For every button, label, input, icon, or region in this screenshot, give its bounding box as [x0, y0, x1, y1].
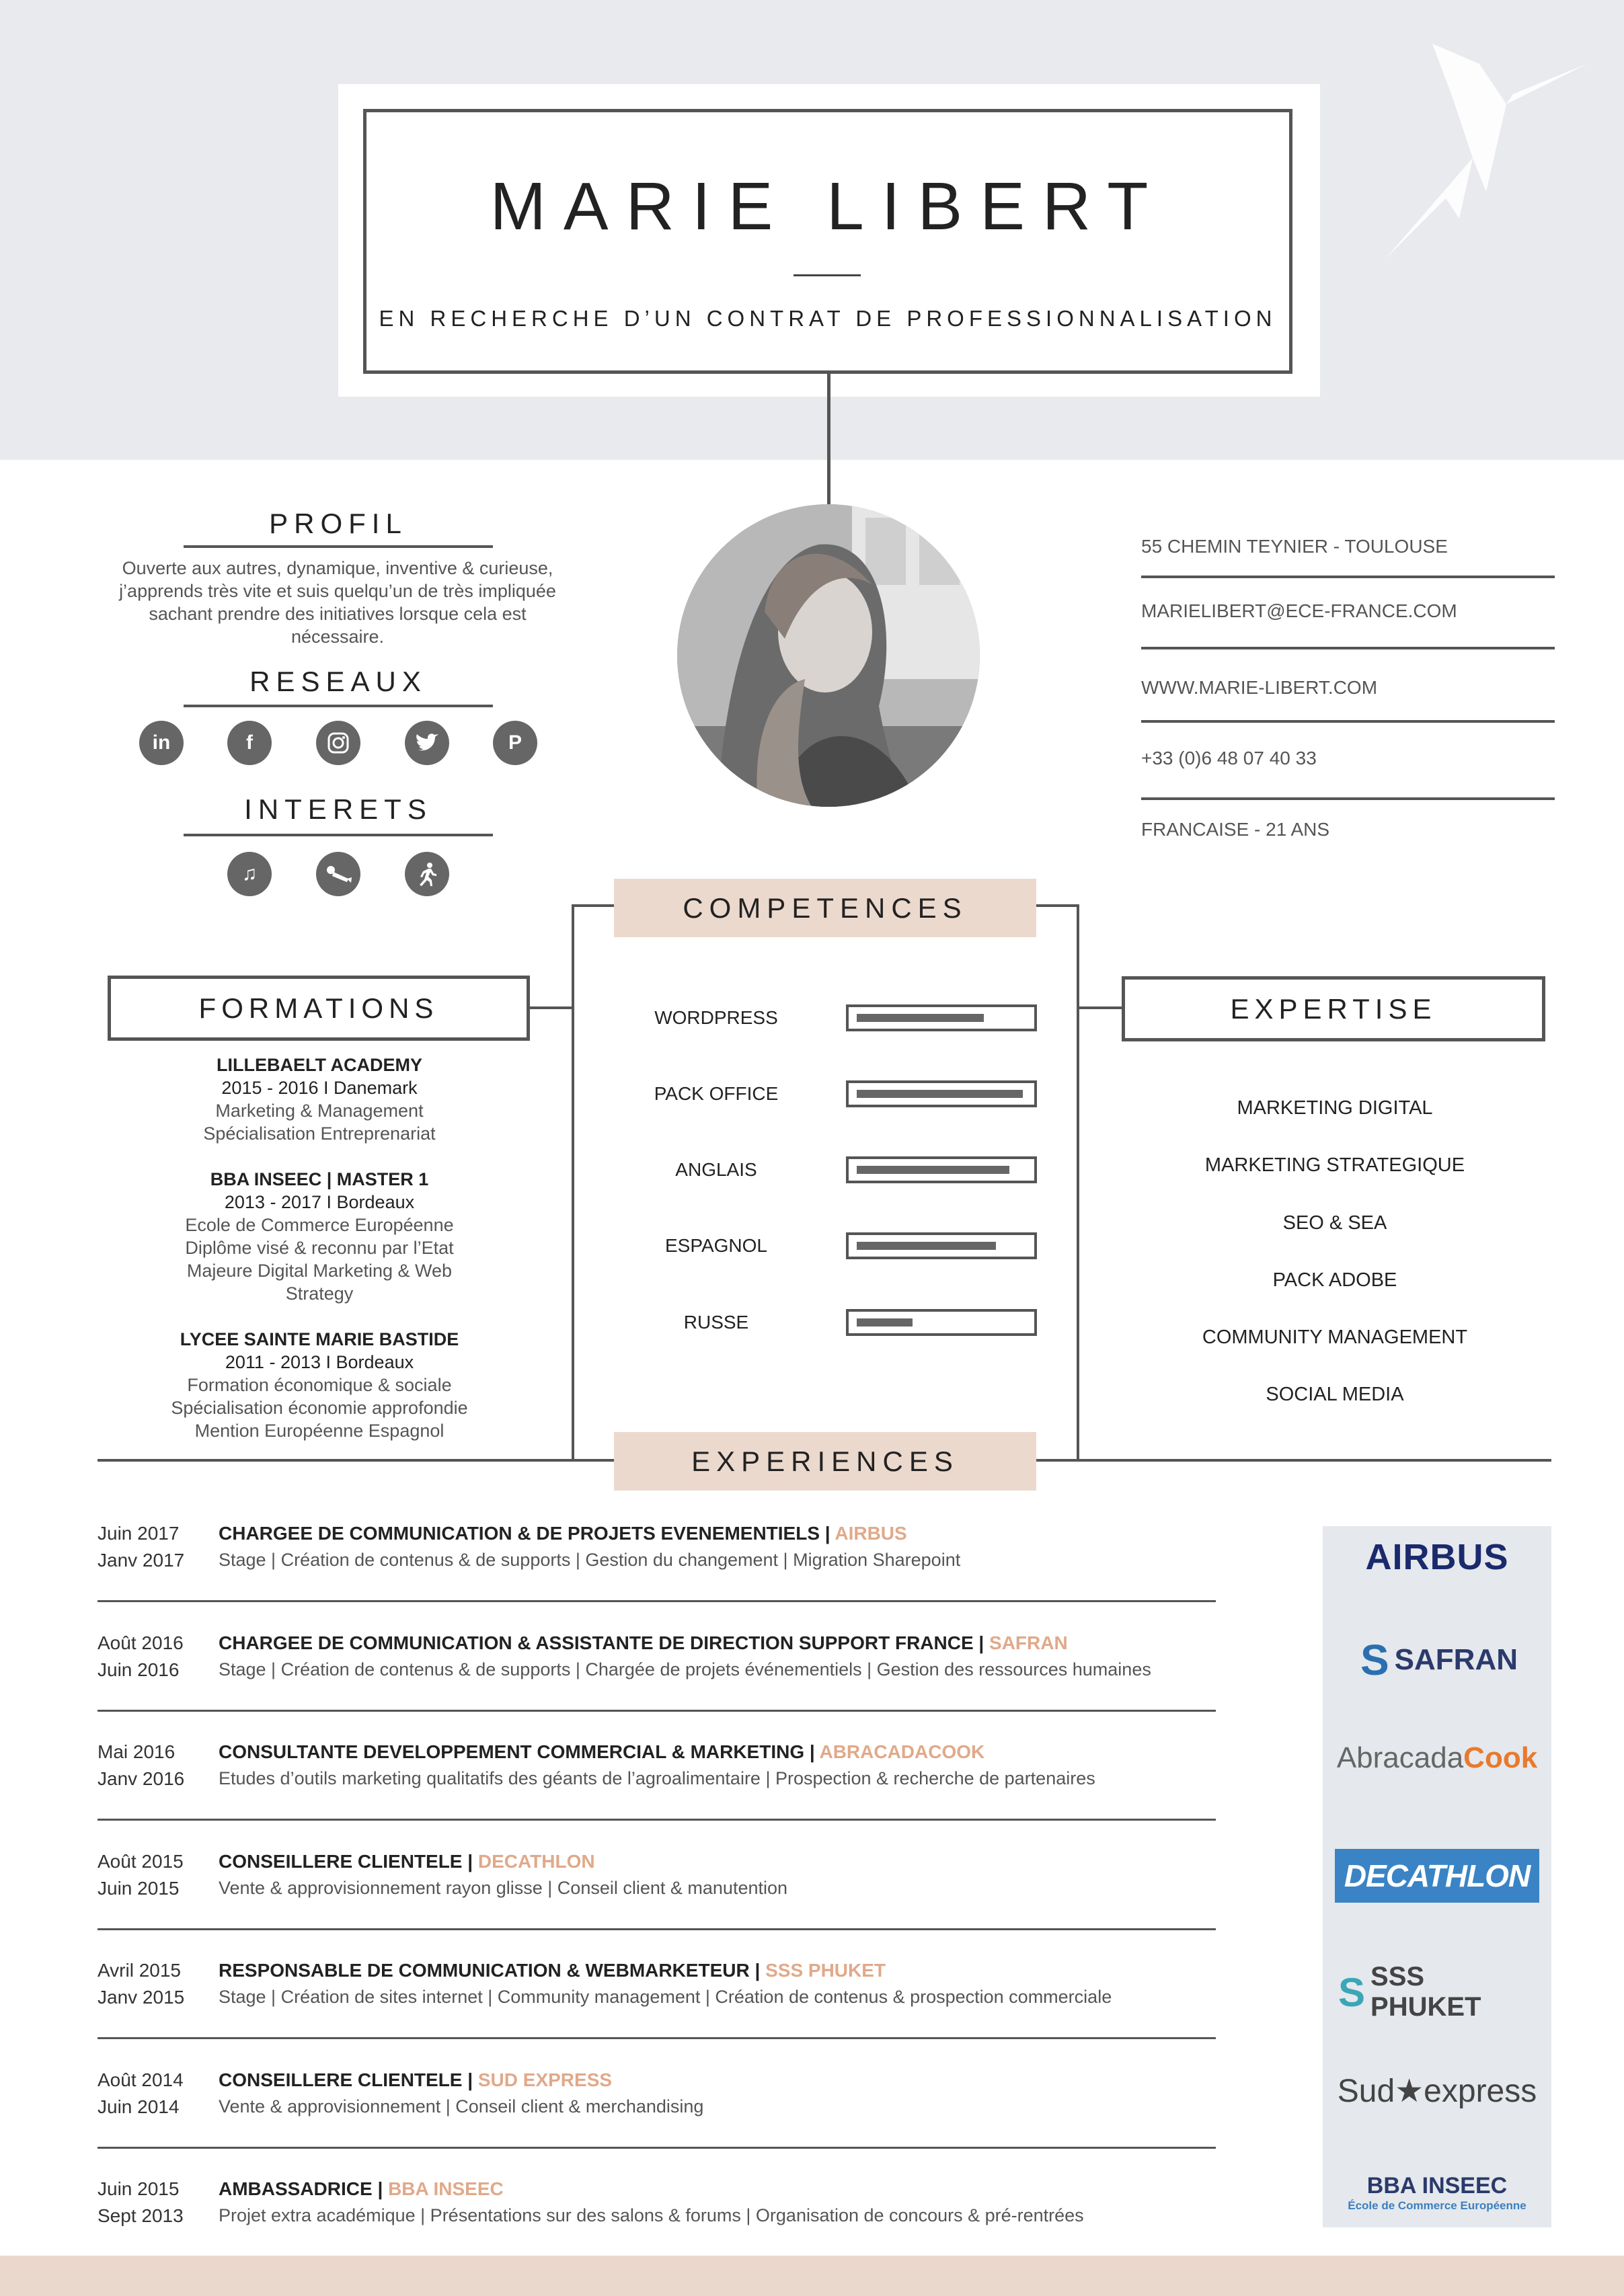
profile-photo: [677, 504, 980, 807]
contact-rule: [1141, 647, 1555, 649]
experience-company: DECATHLON: [477, 1851, 595, 1872]
expertise-item: MARKETING STRATEGIQUE: [1204, 1154, 1465, 1176]
formation-school: LYCEE SAINTE MARIE BASTIDE: [180, 1329, 459, 1349]
experience-end-date: Janv 2015: [98, 1987, 185, 2008]
experience-title: [219, 2069, 612, 2091]
twitter-icon[interactable]: [405, 721, 449, 765]
skill-bar: [846, 1232, 1037, 1259]
experience-role: CHARGEE DE COMMUNICATION & DE PROJETS EVENEMENTIELS |: [219, 1523, 835, 1544]
pinterest-icon[interactable]: P: [493, 721, 537, 765]
experience-divider: [98, 1819, 1216, 1821]
experience-end-date: Juin 2016: [98, 1659, 180, 1680]
experience-start-date: Août 2016: [98, 1632, 184, 1653]
formation-dates: 2013 - 2017 I Bordeaux: [224, 1192, 415, 1212]
formation-item: [108, 1054, 531, 1145]
experience-end-date: Juin 2015: [98, 1878, 180, 1899]
music-icon: ♫: [227, 852, 272, 896]
experience-divider: [98, 1710, 1216, 1712]
experience-start-date: Août 2015: [98, 1851, 184, 1872]
contact-rule: [1141, 720, 1555, 723]
skill-bar: [846, 1309, 1037, 1336]
experience-company: SAFRAN: [989, 1632, 1068, 1653]
experience-title: [219, 1523, 907, 1544]
experience-start-date: Avril 2015: [98, 1960, 182, 1981]
experience-end-date: Janv 2017: [98, 1550, 185, 1571]
experience-description: Projet extra académique | Présentations sur des salons & forums | Organisation de concours & pré-rentrées: [219, 2205, 1084, 2225]
experience-company: ABRACADACOOK: [819, 1741, 985, 1762]
expertise-item: COMMUNITY MANAGEMENT: [1202, 1327, 1468, 1348]
bba-wordmark: BBA INSEEC: [1366, 2173, 1508, 2199]
contact-website[interactable]: WWW.MARIE-LIBERT.COM: [1141, 677, 1378, 698]
experience-title: [219, 1851, 595, 1872]
experience-title: [219, 1632, 1068, 1654]
interets-rule: [184, 834, 493, 836]
experience-role: RESPONSABLE DE COMMUNICATION & WEBMARKETEUR |: [219, 1960, 766, 1981]
formation-line: Spécialisation Entreprenariat: [203, 1123, 436, 1144]
experiences-title: EXPERIENCES: [614, 1432, 1036, 1491]
frame-line: [572, 904, 615, 907]
formation-line: Majeure Digital Marketing & Web: [186, 1261, 453, 1281]
experience-role: CONSEILLERE CLIENTELE |: [219, 1851, 478, 1872]
expertise-title: EXPERTISE: [1122, 976, 1545, 1041]
skill-bar-fill: [857, 1318, 913, 1327]
experience-start-date: Juin 2017: [98, 1523, 180, 1544]
experience-description: Stage | Création de sites internet | Community management | Création de contenus & prospection commerciale: [219, 1987, 1112, 2007]
contact-rule: [1141, 576, 1555, 578]
frame-line: [1036, 904, 1079, 907]
experience-company: BBA INSEEC: [388, 2178, 504, 2199]
frame-line: [572, 904, 574, 1460]
skill-bar-fill: [857, 1166, 1009, 1174]
formation-line: Mention Européenne Espagnol: [194, 1421, 444, 1441]
sssphuket-wordmark: SSS PHUKET: [1370, 1962, 1481, 2022]
sudexpress-wordmark-b: express: [1424, 2073, 1537, 2109]
expertise-item: PACK ADOBE: [1272, 1269, 1397, 1291]
expertise-item: SOCIAL MEDIA: [1266, 1384, 1404, 1405]
formation-school: BBA INSEEC | MASTER 1: [210, 1169, 429, 1189]
experience-role: CHARGEE DE COMMUNICATION & ASSISTANTE DE DIRECTION SUPPORT FRANCE |: [219, 1632, 990, 1653]
experience-end-date: Janv 2016: [98, 1768, 185, 1789]
experience-title: [219, 1741, 984, 1763]
experience-start-date: Mai 2016: [98, 1741, 176, 1762]
safran-wordmark: SAFRAN: [1394, 1643, 1518, 1676]
safran-icon: S: [1360, 1636, 1389, 1684]
competences-title: COMPETENCES: [614, 879, 1036, 937]
experience-description: Vente & approvisionnement | Conseil client & merchandising: [219, 2096, 704, 2116]
airbus-logo: AIRBUS: [1365, 1537, 1509, 1577]
experience-description: Stage | Création de contenus & de supports | Gestion du changement | Migration Sharepoint: [219, 1550, 961, 1570]
abracadacook-logo: [1326, 1741, 1548, 1775]
experience-role: CONSEILLERE CLIENTELE |: [219, 2069, 478, 2090]
formation-item: [108, 1168, 531, 1305]
skill-bar-fill: [857, 1090, 1023, 1098]
skill-bar: [846, 1080, 1037, 1107]
profil-text: Ouverte aux autres, dynamique, inventive & curieuse, j’apprends très vite et suis quelqu’un de très impliquée sachant prendre des initiatives lorsque cela est nécessaire.: [119, 558, 556, 647]
reseaux-title: RESEAUX: [249, 666, 427, 697]
experience-start-date: Juin 2015: [98, 2178, 180, 2199]
connector-line: [827, 374, 830, 508]
experience-divider: [98, 2037, 1216, 2039]
skill-label: ANGLAIS: [675, 1159, 757, 1180]
experience-end-date: Sept 2013: [98, 2205, 184, 2226]
sudexpress-logo: [1326, 2072, 1548, 2110]
contact-phone: +33 (0)6 48 07 40 33: [1141, 748, 1317, 768]
diving-icon: [316, 852, 360, 896]
sudexpress-wordmark-a: Sud: [1337, 2073, 1395, 2109]
running-icon: [405, 852, 449, 896]
interets-title: INTERETS: [244, 793, 432, 825]
experience-description: Vente & approvisionnement rayon glisse | Conseil client & manutention: [219, 1878, 788, 1898]
frame-line: [1077, 1006, 1124, 1009]
skill-bar: [846, 1156, 1037, 1183]
safran-logo: [1338, 1635, 1540, 1685]
contact-nationality-age: FRANCAISE - 21 ANS: [1141, 819, 1330, 840]
footer-band: [0, 2256, 1624, 2296]
profil-title: PROFIL: [269, 508, 408, 539]
facebook-icon[interactable]: f: [227, 721, 272, 765]
formation-dates: 2011 - 2013 I Bordeaux: [225, 1352, 414, 1372]
formation-school: LILLEBAELT ACADEMY: [217, 1055, 422, 1075]
skill-label: PACK OFFICE: [654, 1083, 779, 1104]
skill-label: RUSSE: [683, 1312, 749, 1333]
formation-line: Formation économique & sociale: [187, 1375, 452, 1395]
experience-end-date: Juin 2014: [98, 2096, 180, 2117]
skill-bar: [846, 1004, 1037, 1031]
frame-line: [1077, 904, 1079, 1460]
experience-company: AIRBUS: [835, 1523, 907, 1544]
bba-inseec-logo: [1326, 2173, 1548, 2213]
formation-line: Diplôme visé & reconnu par l’Etat: [185, 1238, 454, 1258]
hummingbird-logo: [1372, 37, 1594, 266]
bba-tagline: École de Commerce Européenne: [1348, 2199, 1526, 2212]
reseaux-rule: [184, 705, 493, 707]
formation-item: [108, 1328, 531, 1442]
formation-line: Ecole de Commerce Européenne: [185, 1215, 454, 1235]
experience-title: [219, 2178, 504, 2200]
formation-line: Marketing & Management: [215, 1101, 424, 1121]
skill-label: WORDPRESS: [654, 1007, 778, 1028]
formation-dates: 2015 - 2016 I Danemark: [221, 1078, 418, 1098]
formation-line: Spécialisation économie approfondie: [171, 1398, 468, 1418]
experience-description: Stage | Création de contenus & de supports | Chargée de projets événementiels | Gestion des ressources humaines: [219, 1659, 1151, 1679]
contact-rule: [1141, 797, 1555, 800]
name-divider: [794, 274, 861, 276]
candidate-name: MARIE LIBERT: [490, 169, 1166, 244]
instagram-icon[interactable]: [316, 721, 360, 765]
experience-role: AMBASSADRICE |: [219, 2178, 389, 2199]
expertise-item: MARKETING DIGITAL: [1237, 1097, 1433, 1119]
candidate-subtitle: EN RECHERCHE D’UN CONTRAT DE PROFESSIONNALISATION: [379, 306, 1277, 331]
sssphuket-logo: [1338, 1962, 1540, 2022]
expertise-item: SEO & SEA: [1282, 1212, 1387, 1234]
contact-email[interactable]: MARIELIBERT@ECE-FRANCE.COM: [1141, 600, 1457, 621]
experience-role: CONSULTANTE DEVELOPPEMENT COMMERCIAL & MARKETING |: [219, 1741, 820, 1762]
skill-label: ESPAGNOL: [665, 1235, 767, 1256]
linkedin-icon[interactable]: in: [139, 721, 184, 765]
skill-bar-fill: [857, 1014, 984, 1022]
experience-divider: [98, 1928, 1216, 1930]
experience-description: Etudes d’outils marketing qualitatifs des géants de l’agroalimentaire | Prospection & recherche de partenaires: [219, 1768, 1095, 1788]
experience-company: SUD EXPRESS: [477, 2069, 613, 2090]
abracadacook-wordmark-a: Abracada: [1336, 1741, 1464, 1774]
experience-start-date: Août 2014: [98, 2069, 184, 2090]
star-icon: ★: [1395, 2073, 1424, 2109]
formations-title: FORMATIONS: [108, 976, 530, 1041]
decathlon-logo: DECATHLON: [1335, 1849, 1539, 1903]
experience-divider: [98, 1600, 1216, 1602]
contact-address: 55 CHEMIN TEYNIER - TOULOUSE: [1141, 536, 1448, 557]
formation-line: Strategy: [285, 1283, 354, 1304]
experience-title: [219, 1960, 886, 1981]
abracadacook-wordmark-b: Cook: [1463, 1741, 1538, 1774]
skill-bar-fill: [857, 1242, 996, 1250]
profil-rule: [184, 545, 493, 548]
experience-divider: [98, 2147, 1216, 2149]
frame-line: [528, 1006, 574, 1009]
experience-company: SSS PHUKET: [765, 1960, 886, 1981]
sssphuket-icon: S: [1338, 1969, 1366, 2015]
